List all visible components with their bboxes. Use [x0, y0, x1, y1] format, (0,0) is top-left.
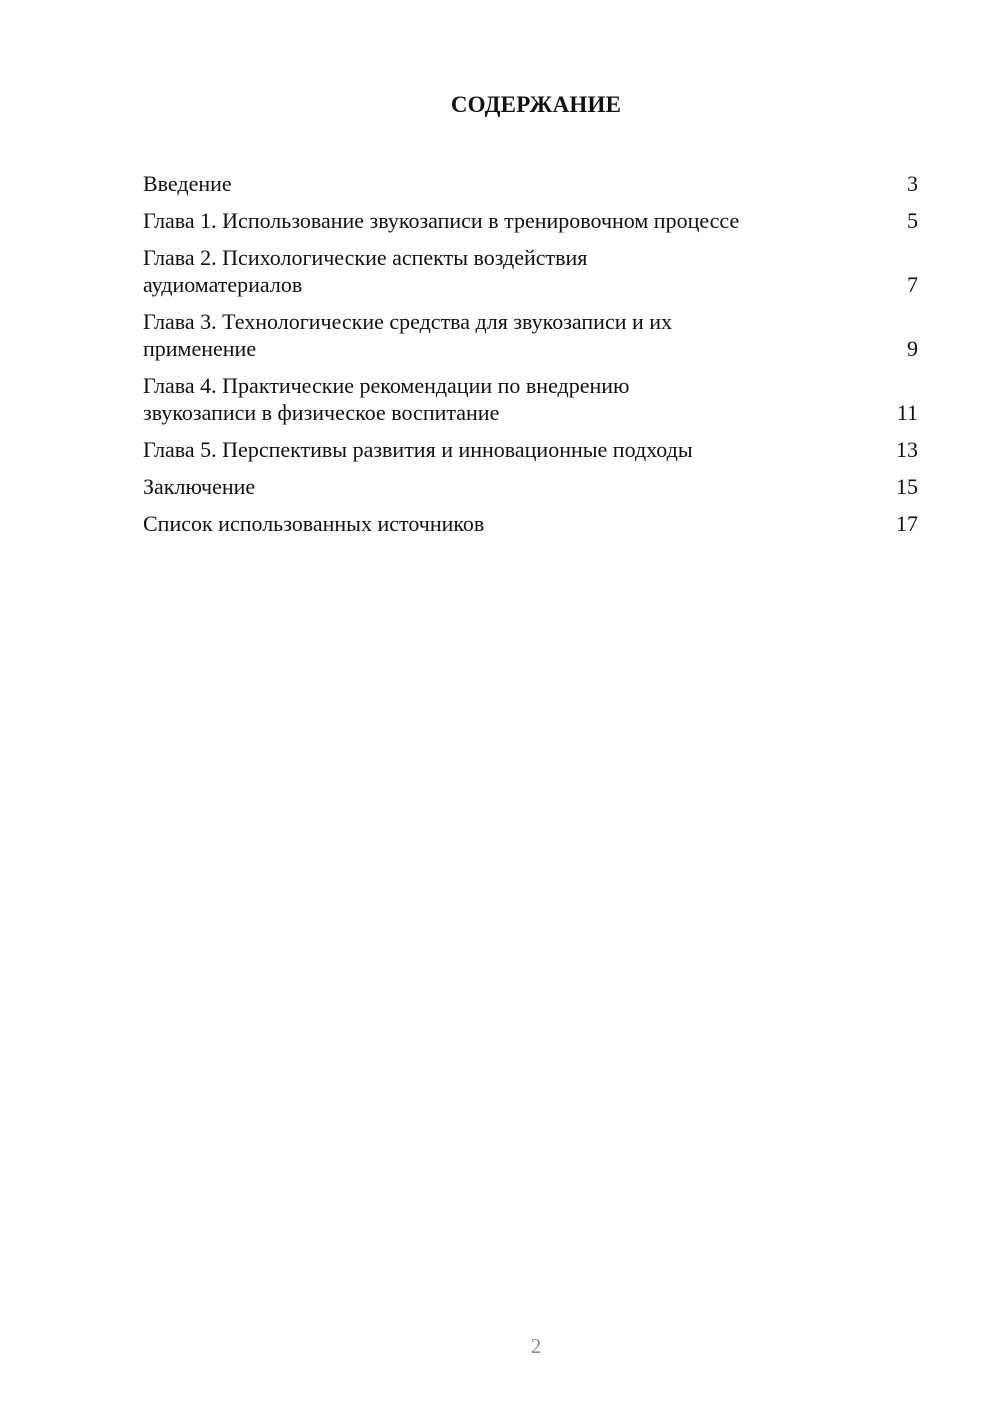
- toc-entry-text: Заключение: [143, 474, 256, 499]
- toc-entry-page: 5: [907, 208, 918, 233]
- toc-entry-chapter-1: [143, 207, 918, 234]
- toc-entry-text: Глава 5. Перспективы развития и инновационные подходы: [143, 437, 693, 462]
- toc-entry-references: [143, 510, 918, 537]
- toc-entry-text: Список использованных источников: [143, 511, 485, 536]
- toc-entry-chapter-2: [143, 244, 918, 298]
- toc-entry-page: 3: [907, 171, 918, 196]
- toc-entry-text: Введение: [143, 171, 232, 196]
- toc-entry-page: 15: [896, 474, 918, 499]
- toc-entry-page: 11: [896, 400, 918, 425]
- toc-entry-text: Глава 1. Использование звукозаписи в тренировочном процессе: [143, 208, 740, 233]
- toc-entry-page: 13: [896, 437, 918, 462]
- toc-entry-chapter-4: [143, 372, 918, 426]
- toc-entry-text: Глава 2. Психологические аспекты воздействия аудиоматериалов: [143, 245, 588, 297]
- toc-entry-page: 7: [907, 272, 918, 297]
- page-title: СОДЕРЖАНИЕ: [450, 92, 622, 117]
- toc-entry-conclusion: [143, 473, 918, 500]
- toc-entry-chapter-5: [143, 436, 918, 463]
- toc-entry-page: 9: [907, 336, 918, 361]
- toc-entry-introduction: [143, 170, 918, 197]
- page-number: 2: [530, 1334, 542, 1358]
- toc-entry-text: Глава 4. Практические рекомендации по внедрению звукозаписи в физическое воспитание: [143, 373, 630, 425]
- toc-entry-chapter-3: [143, 308, 918, 362]
- table-of-contents: [143, 170, 918, 547]
- toc-entry-page: 17: [896, 511, 918, 536]
- toc-entry-text: Глава 3. Технологические средства для звукозаписи и их применение: [143, 309, 673, 361]
